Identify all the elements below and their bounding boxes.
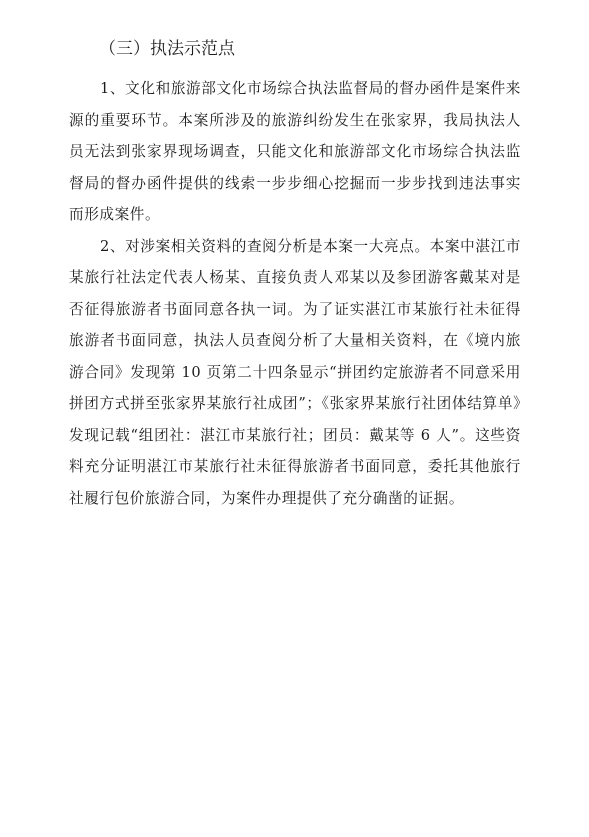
section-heading: （三）执法示范点 [99,39,235,59]
paragraph-1: 1、文化和旅游部文化市场综合执法监督局的督办函件是案件来源的重要环节。本案所涉及的旅游纠纷发生在张家界，我局执法人员无法到张家界现场调查，只能文化和旅游部文化市场综合执法监督局的督办函件提供的线索一步步细心挖掘而一步步找到违法事实而形成案件。 [69,80,521,223]
paragraph-2: 2、对涉案相关资料的查阅分析是本案一大亮点。本案中湛江市某旅行社法定代表人杨某、直接负责人邓某以及参团游客戴某对是否征得旅游者书面同意各执一词。为了证实湛江市某旅行社未征得旅游者书面同意，执法人员查阅分析了大量相关资料，在《境内旅游合同》发现第 10 页第二十四条显示“拼团约定旅游者不同意采用拼团方式拼至张家界某旅行社成团”；《张家界某旅行社团体结算单》发现记载“组团社：湛江市某旅行社；团员：戴某等 6 人”。这些资料充分证明湛江市某旅行社未征得旅游者书面同意，委托其他旅行社履行包价旅游合同，为案件办理提供了充分确凿的证据。 [69,237,521,507]
document-page [69,38,521,514]
